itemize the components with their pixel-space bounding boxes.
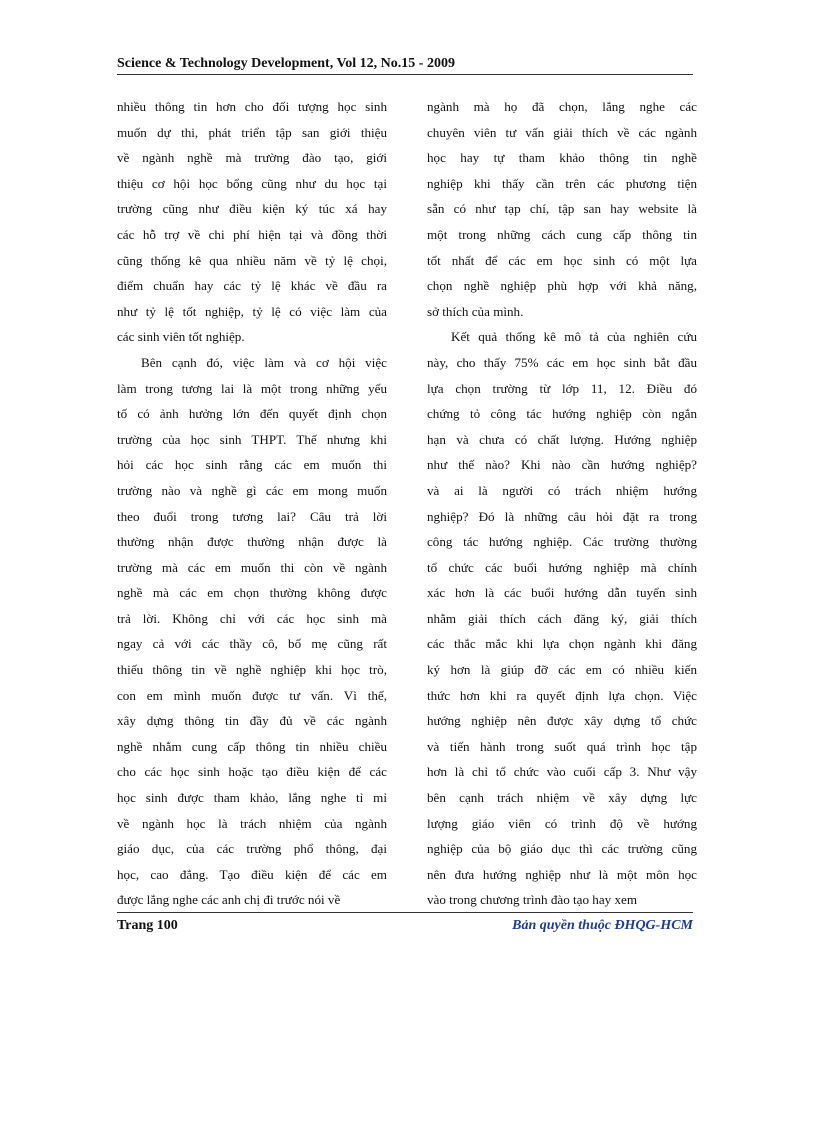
text-line: nghiệp của bộ giáo dục thì các trường cũng bbox=[427, 841, 697, 857]
text-line: giáo dục, của các trường phổ thông, đại bbox=[117, 841, 387, 857]
text-line: trường nào và nghề gì các em mong muốn bbox=[117, 482, 387, 498]
text-line: ký hơn là giúp đỡ các em có nhiều kiến bbox=[427, 662, 697, 678]
text-line: chuyên viên tư vấn giải thích về các ngành bbox=[427, 124, 697, 140]
text-line: trả lời. Không chỉ với các học sinh mà bbox=[117, 610, 387, 626]
text-line: công tác hướng nghiệp. Các trường thường bbox=[427, 534, 697, 550]
text-line: hướng nghiệp nên được xây dựng tổ chức bbox=[427, 713, 697, 729]
text-line: thức hơn khi ra quyết định lựa chọn. Việc bbox=[427, 687, 697, 703]
text-line: nghề nhằm cung cấp thông tin nhiều chiều bbox=[117, 738, 387, 754]
left-column bbox=[117, 94, 387, 913]
text-line: các sinh viên tốt nghiệp. bbox=[117, 329, 245, 345]
right-column bbox=[427, 94, 697, 913]
text-line: nghề mà các em chọn thường không được bbox=[117, 585, 387, 601]
paragraph bbox=[427, 324, 697, 913]
text-line: hơn là chỉ tổ chức vào cuối cấp 3. Như vậy bbox=[427, 764, 697, 780]
text-line: về ngành nghề mà trường đào tạo, giới bbox=[117, 150, 387, 166]
text-line: theo đuổi trong tương lai? Câu trả lời bbox=[117, 508, 387, 524]
text-line: được lắng nghe các anh chị đi trước nói về bbox=[117, 892, 341, 908]
text-line: tố có ảnh hưởng lớn đến quyết định chọn bbox=[117, 406, 387, 422]
running-header: Science & Technology Development, Vol 12, No.15 - 2009 bbox=[117, 56, 455, 71]
text-line: ngành mà họ đã chọn, lắng nghe các bbox=[427, 99, 697, 114]
text-line: tổ chức các buổi hướng nghiệp mà chính bbox=[427, 559, 697, 575]
footer-divider bbox=[117, 912, 693, 913]
text-line: thiếu thông tin về nghề nghiệp khi học trò, bbox=[117, 662, 387, 678]
text-line: sẵn có như tạp chí, tập san hay website là bbox=[427, 201, 697, 217]
text-line: các hỗ trợ về chi phí hiện tại và đồng thời bbox=[117, 226, 387, 242]
text-line: cho các học sinh hoặc tạo điều kiện để các bbox=[117, 764, 387, 780]
text-line: nhằm giải thích cách đăng ký, giải thích bbox=[427, 610, 697, 626]
text-line: học hay tự tham khảo thông tin nghề bbox=[427, 150, 697, 166]
text-line: các thắc mắc khi lựa chọn ngành khi đăng bbox=[427, 636, 697, 652]
text-line: và ai là người có trách nhiệm hướng bbox=[427, 482, 697, 498]
text-line: vào trong chương trình đào tạo hay xem bbox=[427, 892, 638, 908]
text-line: con em mình muốn được tư vấn. Vì thế, bbox=[117, 687, 387, 703]
text-line: thiệu cơ hội học bổng cũng như du học tại bbox=[117, 175, 387, 191]
text-line: lượng giáo viên có trình độ về hướng bbox=[427, 815, 697, 831]
text-line: nghiệp khi thấy cần trên các phương tiện bbox=[427, 175, 697, 191]
text-line: trường cũng như điều kiện ký túc xá hay bbox=[117, 201, 387, 217]
text-line: nên đưa hướng nghiệp như là một môn học bbox=[427, 866, 697, 882]
header-divider bbox=[117, 74, 693, 75]
text-line: hạn và chưa có chất lượng. Hướng nghiệp bbox=[427, 431, 697, 447]
text-line: thường nhận được thường nhận được là bbox=[117, 534, 387, 550]
text-line: như thế nào? Khi nào cần hướng nghiệp? bbox=[427, 457, 697, 473]
text-line: xây dựng thông tin đầy đủ về các ngành bbox=[117, 713, 387, 729]
text-line: nhiều thông tin hơn cho đối tượng học sinh bbox=[117, 99, 387, 114]
text-line: trường của học sinh THPT. Thế nhưng khi bbox=[117, 431, 387, 447]
text-line: muốn dự thi, phát triển tập san giới thiệu bbox=[117, 124, 387, 140]
paragraph bbox=[117, 94, 387, 350]
text-line: trường mà các em muốn thi còn về ngành bbox=[117, 559, 387, 575]
text-line: một trong những cách cung cấp thông tin bbox=[427, 226, 697, 242]
text-line: sở thích của mình. bbox=[427, 303, 524, 319]
text-line: Bên cạnh đó, việc làm và cơ hội việc bbox=[141, 354, 387, 370]
text-line: học sinh được tham khảo, lắng nghe tỉ mỉ bbox=[117, 790, 387, 806]
text-line: hỏi các học sinh rằng các em muốn thi bbox=[117, 457, 387, 473]
text-line: về ngành học là trách nhiệm của ngành bbox=[117, 815, 387, 831]
text-line: ngay cả với các thầy cô, bố mẹ cũng rất bbox=[117, 636, 387, 652]
text-line: chọn nghề nghiệp phù hợp với khả năng, bbox=[427, 278, 697, 294]
text-line: cũng thống kê qua nhiều năm về tỷ lệ chọi, bbox=[117, 252, 387, 268]
text-line: bên cạnh trách nhiệm về xây dựng lực bbox=[427, 790, 697, 806]
copyright-notice: Bản quyền thuộc ĐHQG-HCM bbox=[512, 918, 693, 933]
page-number: Trang 100 bbox=[117, 918, 178, 933]
text-line: Kết quả thống kê mô tả của nghiên cứu bbox=[451, 329, 697, 345]
text-line: này, cho thấy 75% các em học sinh bắt đầu bbox=[427, 354, 697, 370]
text-line: xác hơn là các buổi hướng dẫn tuyển sinh bbox=[427, 585, 697, 601]
paragraph bbox=[427, 94, 697, 324]
text-line: điểm chuẩn hay các tỷ lệ khác về đầu ra bbox=[117, 278, 387, 294]
text-line: như tỷ lệ tốt nghiệp, tỷ lệ có việc làm của bbox=[117, 303, 387, 319]
paragraph bbox=[117, 350, 387, 913]
text-line: học, cao đẳng. Tạo điều kiện để các em bbox=[117, 866, 387, 882]
text-line: nghiệp? Đó là những câu hỏi đặt ra trong bbox=[427, 508, 697, 524]
text-line: lựa chọn trường từ lớp 11, 12. Điều đó bbox=[427, 380, 697, 396]
text-line: và tiến hành trong suốt quá trình học tập bbox=[427, 738, 697, 754]
text-line: làm trong tương lai là một trong những yếu bbox=[117, 380, 387, 396]
text-line: tốt nhất để các em học sinh có một lựa bbox=[427, 252, 697, 268]
text-line: chứng tỏ công tác hướng nghiệp còn ngắn bbox=[427, 406, 697, 422]
